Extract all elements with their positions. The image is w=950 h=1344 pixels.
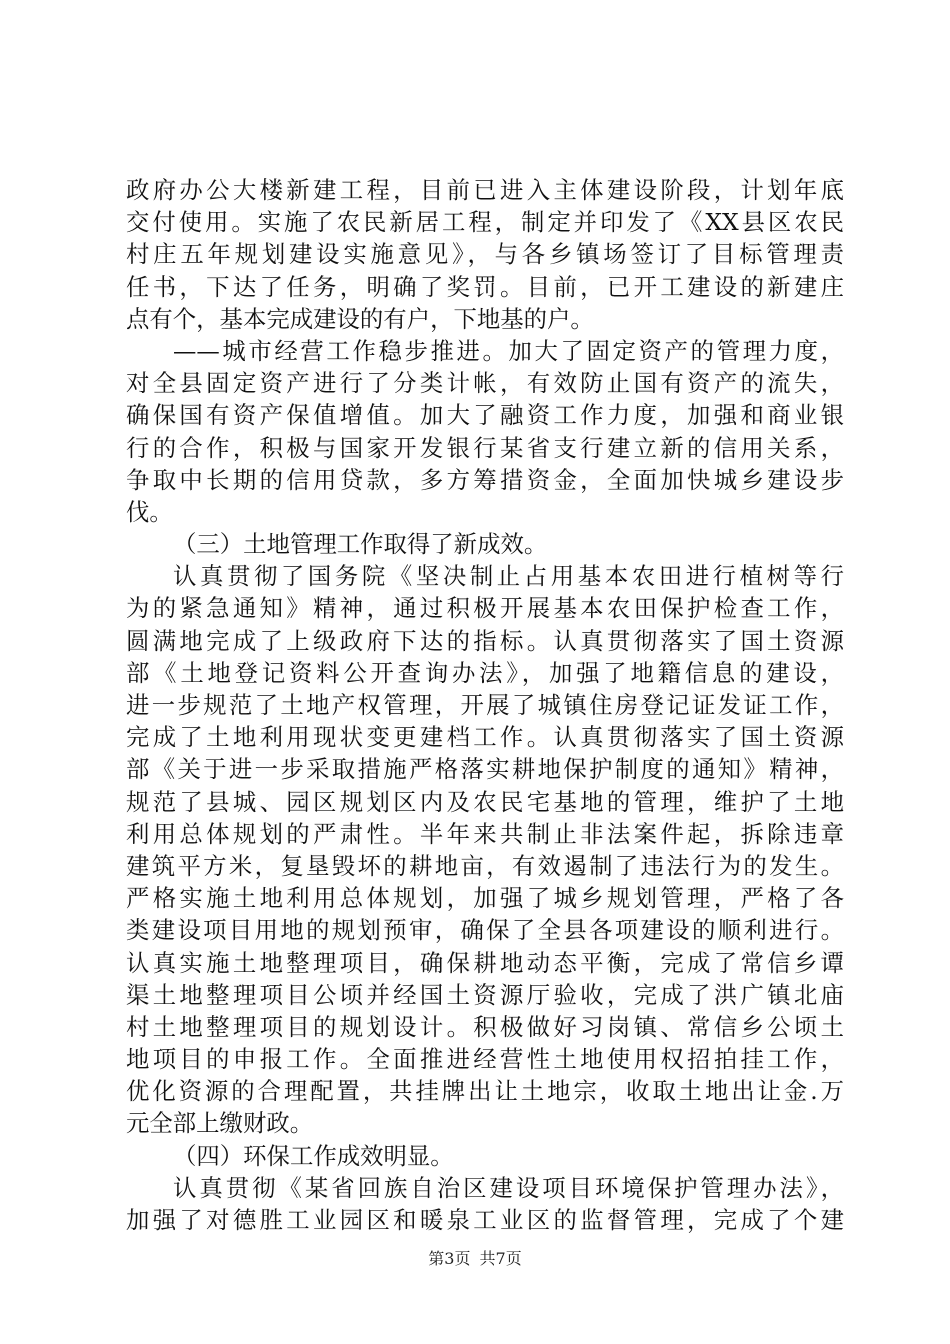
text-line: 对全县固定资产进行了分类计帐，有效防止国有资产的流失， (126, 369, 844, 398)
text-line: 认真实施土地整理项目，确保耕地动态平衡，完成了常信乡谭 (126, 948, 844, 977)
text-line: 元全部上缴财政。 (126, 1109, 314, 1138)
text-line: 政府办公大楼新建工程，目前已进入主体建设阶段，计划年底 (126, 176, 844, 204)
text-line: 地项目的申报工作。全面推进经营性土地使用权招拍挂工作， (126, 1045, 844, 1074)
text-line: 进一步规范了土地产权管理，开展了城镇住房登记证发证工作， (126, 691, 844, 719)
section-heading: （四）环保工作成效明显。 (173, 1141, 454, 1170)
text-line: 确保国有资产保值增值。加大了融资工作力度，加强和商业银 (126, 401, 844, 430)
text-line: 任书，下达了任务，明确了奖罚。目前，已开工建设的新建庄 (126, 272, 844, 301)
text-line: 认真贯彻了国务院《坚决制止占用基本农田进行植树等行 (173, 562, 844, 591)
text-line: 为的紧急通知》精神，通过积极开展基本农田保护检查工作， (126, 594, 844, 623)
document-body (126, 174, 844, 1236)
text-line: 完成了土地利用现状变更建档工作。认真贯彻落实了国土资源 (126, 723, 844, 752)
section-heading: （三）土地管理工作取得了新成效。 (173, 530, 548, 559)
text-line: 优化资源的合理配置，共挂牌出让土地宗，收取土地出让金.万 (126, 1077, 844, 1106)
text-line: 渠土地整理项目公顷并经国土资源厅验收，完成了洪广镇北庙 (126, 980, 844, 1009)
text-line: 部《土地登记资料公开查询办法》，加强了地籍信息的建设， (126, 658, 844, 687)
text-line: ——城市经营工作稳步推进。加大了固定资产的管理力度， (173, 336, 844, 365)
text-line: 交付使用。实施了农民新居工程，制定并印发了《XX县区农民 (126, 208, 844, 237)
text-line: 严格实施土地利用总体规划，加强了城乡规划管理，严格了各 (126, 884, 844, 913)
text-line: 村庄五年规划建设实施意见》，与各乡镇场签订了目标管理责 (126, 240, 844, 269)
text-line: 建筑平方米，复垦毁坏的耕地亩，有效遏制了违法行为的发生。 (126, 851, 844, 880)
text-line: 争取中长期的信用贷款，多方筹措资金，全面加快城乡建设步 (126, 465, 844, 494)
text-line: 点有个，基本完成建设的有户，下地基的户。 (126, 304, 594, 333)
text-line: 规范了县城、园区规划区内及农民宅基地的管理，维护了土地 (126, 787, 844, 816)
text-line: 类建设项目用地的规划预审，确保了全县各项建设的顺利进行。 (126, 916, 844, 945)
text-line: 认真贯彻《某省回族自治区建设项目环境保护管理办法》， (173, 1173, 844, 1202)
text-line: 部《关于进一步采取措施严格落实耕地保护制度的通知》精神， (126, 755, 844, 784)
text-line: 伐。 (126, 497, 173, 526)
text-line: 村土地整理项目的规划设计。积极做好习岗镇、常信乡公顷土 (126, 1012, 844, 1041)
text-line: 圆满地完成了上级政府下达的指标。认真贯彻落实了国土资源 (126, 626, 844, 655)
text-line: 行的合作，积极与国家开发银行某省支行建立新的信用关系， (126, 433, 844, 462)
text-line: 利用总体规划的严肃性。半年来共制止非法案件起，拆除违章 (126, 819, 844, 848)
text-line: 加强了对德胜工业园区和暖泉工业区的监督管理，完成了个建 (126, 1206, 844, 1234)
page-number: 第3页 共7页 (428, 1249, 522, 1268)
